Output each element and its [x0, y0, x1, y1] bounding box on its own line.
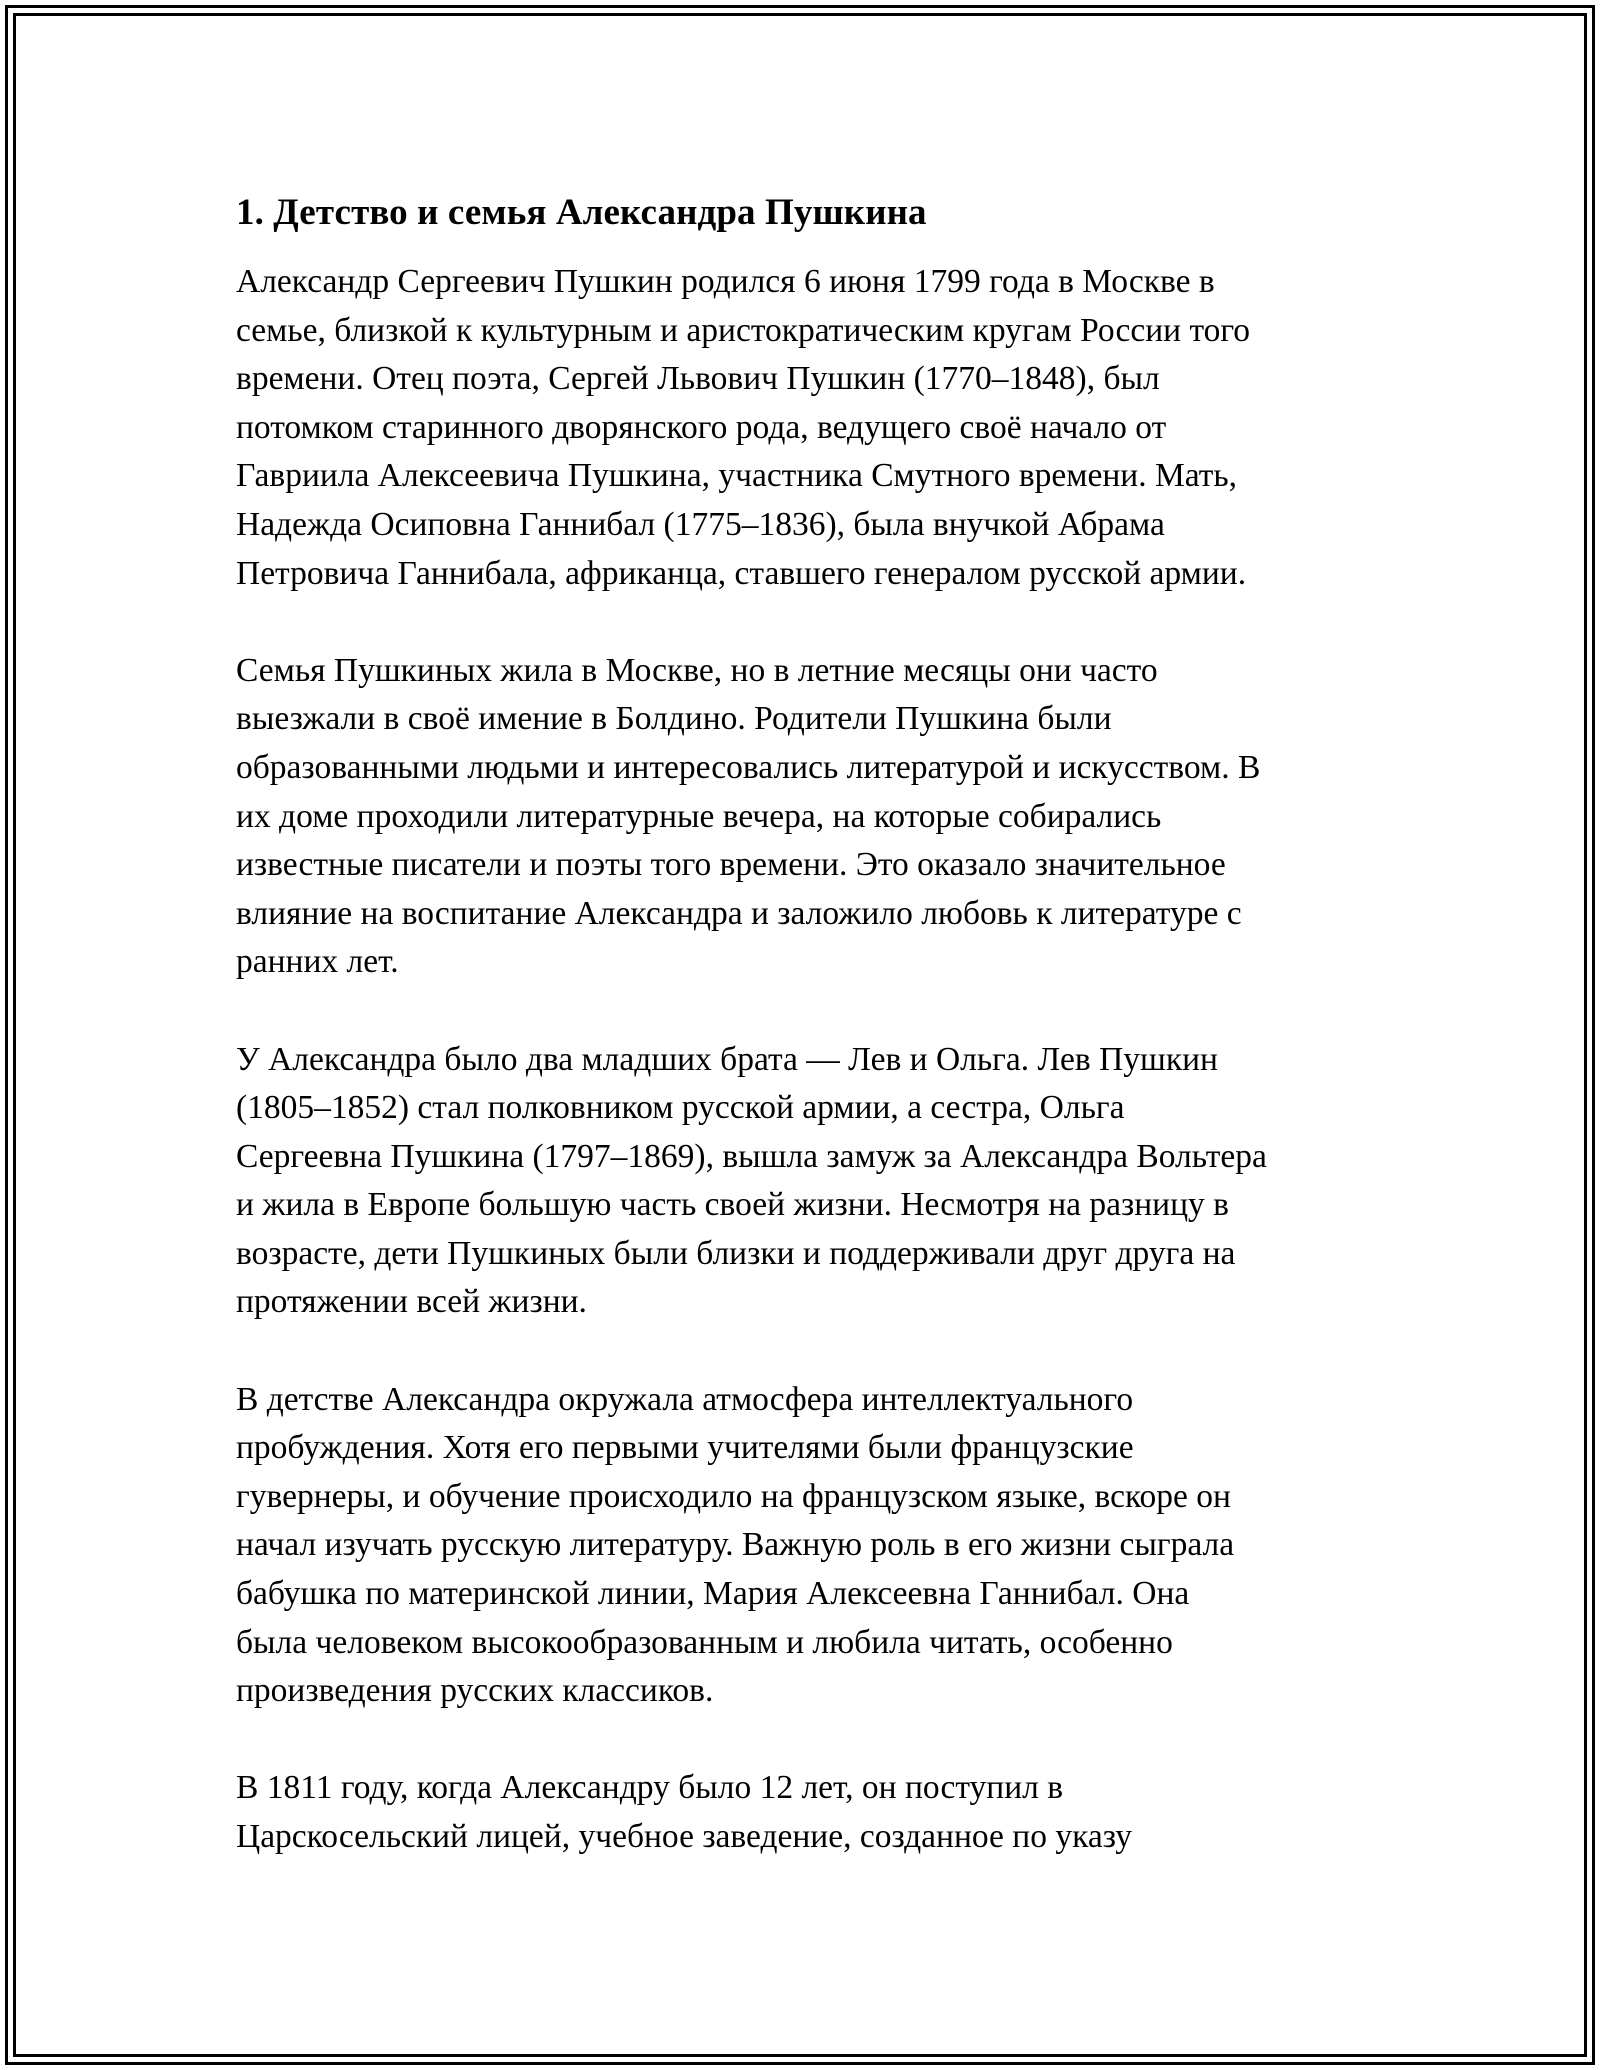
document-body [236, 186, 1366, 1910]
paragraph-lyceum: В 1811 году, когда Александру было 12 лет, он поступил в Царскосельский лицей, учебное заведение, созданное по указу [236, 1769, 1132, 1855]
paragraph-family-life: Семья Пушкиных жила в Москве, но в летние месяцы они часто выезжали в своё имение в Болдино. Родители Пушкина были образованными людьми и интересовались литературой и искусством. В их доме проходили литературные вечера, на которые собирались известные писатели и поэты того времени. Это оказало значительное влияние на воспитание Александра и заложило любовь к литературе с ранних лет. [236, 651, 1261, 981]
paragraph-childhood-education: В детстве Александра окружала атмосфера интеллектуального пробуждения. Хотя его первыми учителями были французские гувернеры, и обучение происходило на французском языке, вскоре он начал изучать русскую литературу. Важную роль в его жизни сыграла бабушка по материнской линии, Мария Алексеевна Ганнибал. Она была человеком высокообразованным и любила читать, особенно произведения русских классиков. [236, 1380, 1235, 1710]
section-heading: 1. Детство и семья Александра Пушкина [236, 192, 927, 233]
paragraph-siblings: У Александра было два младших брата — Лев и Ольга. Лев Пушкин (1805–1852) стал полковником русской армии, а сестра, Ольга Сергеевна Пушкина (1797–1869), вышла замуж за Александра Вольтера и жила в Европе большую часть своей жизни. Несмотря на разницу в возрасте, дети Пушкиных были близки и поддерживали друг друга на протяжении всей жизни. [236, 1040, 1267, 1321]
paragraph-birth-and-parents: Александр Сергеевич Пушкин родился 6 июня 1799 года в Москве в семье, близкой к культурным и аристократическим кругам России того времени. Отец поэта, Сергей Львович Пушкин (1770–1848), был потомком старинного дворянского рода, ведущего своё начало от Гавриила Алексеевича Пушкина, участника Смутного времени. Мать, Надежда Осиповна Ганнибал (1775–1836), была внучкой Абрама Петровича Ганнибала, африканца, ставшего генералом русской армии. [236, 263, 1251, 592]
